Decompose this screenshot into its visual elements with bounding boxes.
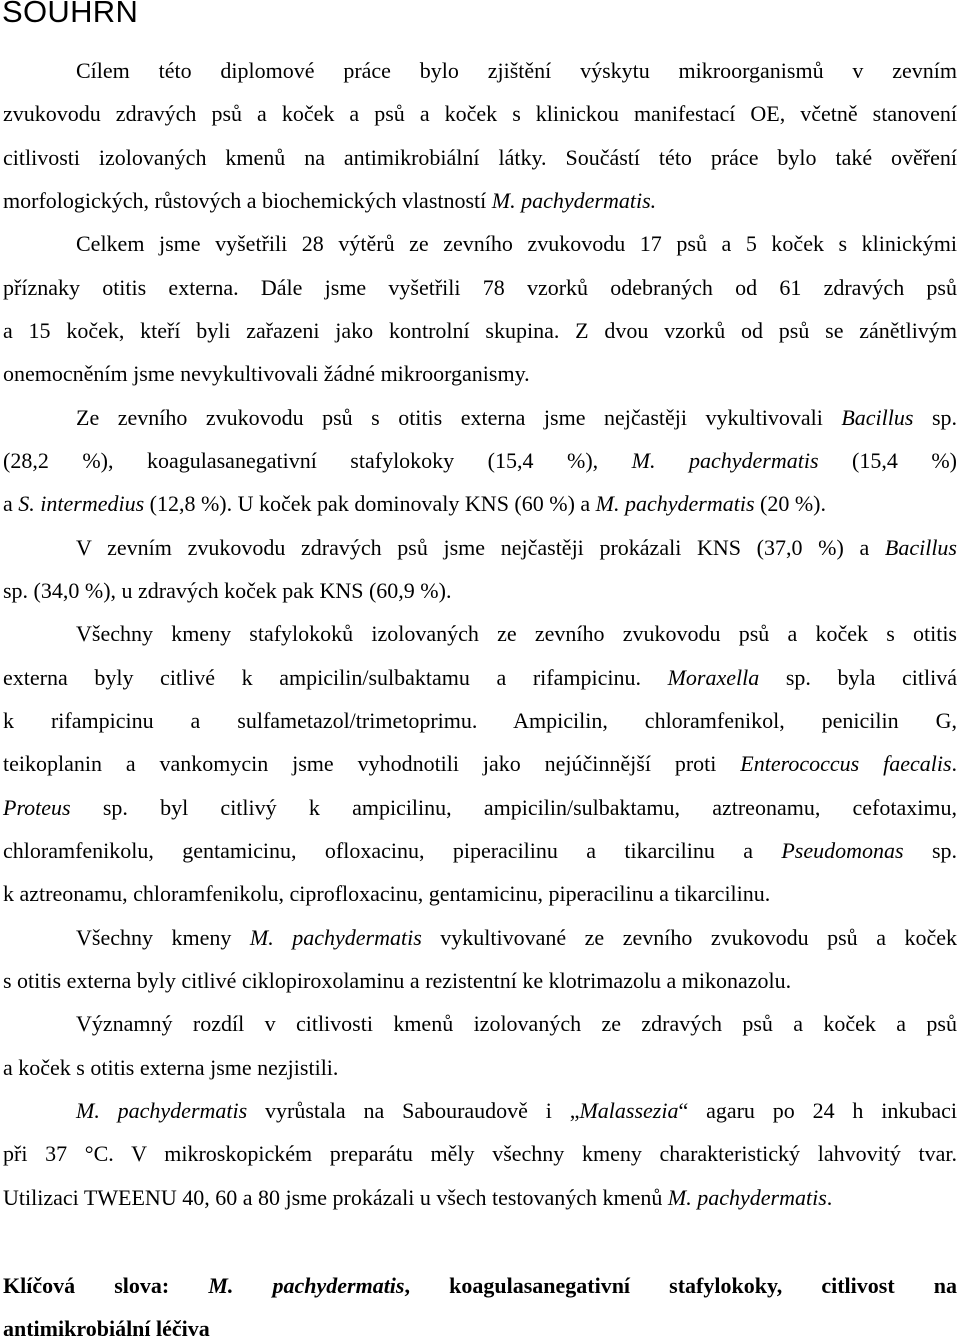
text-line: chloramfenikolu, gentamicinu, ofloxacinu, piperacilinu a tikarcilinu a Pseudomonas sp. <box>3 838 958 863</box>
text-line: Cílem této diplomové práce bylo zjištění výskytu mikroorganismů v zevním <box>76 58 957 83</box>
text-line: Významný rozdíl v citlivosti kmenů izolovaných ze zdravých psů a koček a psů <box>76 1011 957 1036</box>
text-line: externa byly citlivé k ampicilin/sulbaktamu a rifampicinu. Moraxella sp. byla citlivá <box>3 665 957 690</box>
text-line: při 37 °C. V mikroskopickém preparátu měly všechny kmeny charakteristický lahvovitý tvar. <box>3 1141 957 1166</box>
text-line: M. pachydermatis vyrůstala na Sabouraudově i „Malassezia“ agaru po 24 h inkubaci <box>76 1098 958 1123</box>
text-line: citlivosti izolovaných kmenů na antimikrobiální látky. Součástí této práce bylo také ověření <box>3 145 957 170</box>
text-line: příznaky otitis externa. Dále jsme vyšetřili 78 vzorků odebraných od 61 zdravých psů <box>3 275 957 300</box>
text-line: Ze zevního zvukovodu psů s otitis externa jsme nejčastěji vykultivovali Bacillus sp. <box>76 405 958 430</box>
section-heading: SOUHRN <box>2 0 139 29</box>
keywords-line: antimikrobiální léčiva <box>3 1316 210 1341</box>
keywords-line: Klíčová slova: M. pachydermatis, koagulasanegativní stafylokoky, citlivost na <box>3 1273 957 1298</box>
text-line: a 15 koček, kteří byli zařazeni jako kontrolní skupina. Z dvou vzorků od psů se zánětlivým <box>3 318 957 343</box>
text-line: Proteus sp. byl citlivý k ampicilinu, ampicilin/sulbaktamu, aztreonamu, cefotaximu, <box>3 795 957 820</box>
text-line: onemocněním jsme nevykultivovali žádné mikroorganismy. <box>3 361 530 386</box>
text-line: teikoplanin a vankomycin jsme vyhodnotili jako nejúčinnější proti Enterococcus faecalis. <box>3 751 958 776</box>
text-line: a koček s otitis externa jsme nezjistili. <box>3 1055 339 1080</box>
text-line: s otitis externa byly citlivé ciklopiroxolaminu a rezistentní ke klotrimazolu a mikonazolu. <box>3 968 792 993</box>
text-line: Všechny kmeny M. pachydermatis vykultivované ze zevního zvukovodu psů a koček <box>76 925 957 950</box>
text-line: k aztreonamu, chloramfenikolu, ciprofloxacinu, gentamicinu, piperacilinu a tikarcilinu. <box>3 881 771 906</box>
text-line: morfologických, růstových a biochemických vlastností M. pachydermatis. <box>3 188 657 213</box>
text-line: a S. intermedius (12,8 %). U koček pak dominovaly KNS (60 %) a M. pachydermatis (20 %). <box>3 491 827 516</box>
text-line: Celkem jsme vyšetřili 28 výtěrů ze zevního zvukovodu 17 psů a 5 koček s klinickými <box>76 231 957 256</box>
text-line: sp. (34,0 %), u zdravých koček pak KNS (60,9 %). <box>3 578 452 603</box>
text-line: Utilizaci TWEENU 40, 60 a 80 jsme prokázali u všech testovaných kmenů M. pachydermatis. <box>3 1185 833 1210</box>
text-line: V zevním zvukovodu zdravých psů jsme nejčastěji prokázali KNS (37,0 %) a Bacillus <box>76 535 957 560</box>
text-line: zvukovodu zdravých psů a koček a psů a koček s klinickou manifestací OE, včetně stanovení <box>3 101 957 126</box>
text-line: k rifampicinu a sulfametazol/trimetoprimu. Ampicilin, chloramfenikol, penicilin G, <box>3 708 957 733</box>
text-line: (28,2 %), koagulasanegativní stafylokoky (15,4 %), M. pachydermatis (15,4 %) <box>3 448 958 473</box>
text-line: Všechny kmeny stafylokoků izolovaných ze zevního zvukovodu psů a koček s otitis <box>76 621 957 646</box>
